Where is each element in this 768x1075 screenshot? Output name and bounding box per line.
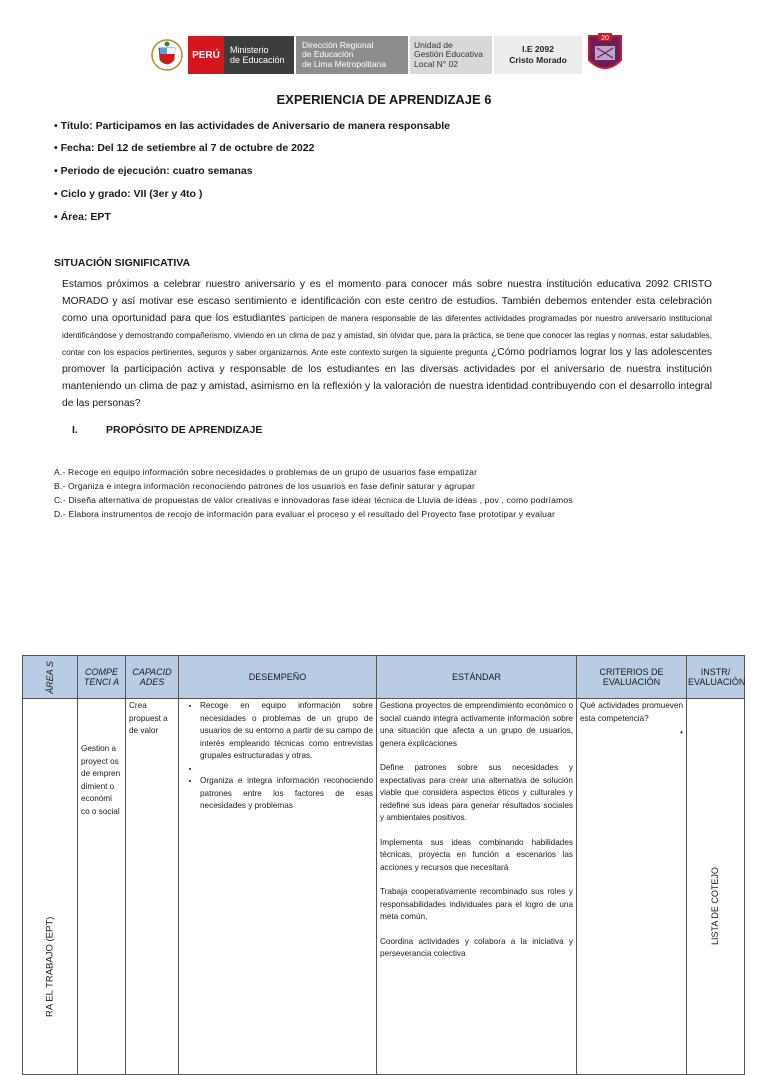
situacion-part-2: participen de manera responsable de las diferentes actividades programadas por nuestro aniversario institucional identificándose y demostrando compañerismo, viviendo en un clima de paz y amistad, sin olvidar que, para la práctica, se tiene que conocer las reglas y normas, estar saludables, contar con los espacios pertinentes, seguros y saber organizarnos. Ante este contexto surgen la siguiente pregunta [62,314,712,357]
proposito-item-d: D.- Elabora instrumentos de recojo de información para evaluar el proceso y el resultado del Proyecto fase prototipar y evaluar [54,509,556,519]
criterio-bullet: • [680,728,683,737]
cell-criterio [577,699,687,1075]
minedu-line-2: de Educación [230,55,285,65]
cell-capacidad: Crea propuest a de valor [126,699,179,1075]
competency-table [22,655,745,1075]
col-area-label: ÁREA S [44,661,55,694]
instrumento-wrap [686,697,744,1024]
area-vertical-label-wrap [22,697,77,1024]
area-vertical-label: RA EL TRABAJO (EPT) [44,916,55,1017]
situacion-part-1: Estamos próximos a celebrar nuestro aniversario y es el momento para conocer más sobre nuestra institución educativa 2092 CRISTO MORADO y así motivar ese escaso sentimiento e identificación con este centro de estudios. También debemos entender esta celebración como una oportunidad para que los estudiantes [62,279,712,324]
proposito-list [54,465,573,521]
col-desempeno: DESEMPEÑO [179,656,377,699]
estandar-p1: Gestiona proyectos de emprendimiento económico o social cuando integra activamente información sobre una situación que afecta a un grupo de usuarios, genera explicaciones [380,701,573,748]
col-criterios: CRITERIOS DE EVALUACIÓN [577,656,687,699]
dre-line-2: de Educación [302,49,354,60]
ugel-label [410,36,492,74]
situacion-paragraph [62,276,712,412]
school-label [494,36,582,74]
col-capacidades: CAPACID ADES [126,656,179,699]
situacion-title: SITUACIÓN SIGNIFICATIVA [54,257,191,269]
minedu-label [224,36,294,74]
table-header-row [23,656,745,699]
bullet-fecha: • Fecha: Del 12 de setiembre al 7 de octubre de 2022 [54,142,315,154]
dre-label [296,36,408,74]
estandar-p5: Coordina actividades y colabora a la iniciativa y perseverancia colectiva [380,936,573,958]
proposito-title: PROPÓSITO DE APRENDIZAJE [106,424,263,436]
ugel-line-1: Unidad de [414,39,453,50]
proposito-item-b: B.- Organiza e integra información reconociendo patrones de los usuarios en fase definir saturar y agrupar [54,481,475,491]
estandar-p4: Trabaja cooperativamente recombinado sus roles y responsabilidades individuales para el logro de una meta común, [380,887,573,921]
col-area [23,656,78,699]
proposito-item-a: A.- Recoge en equipo información sobre necesidades o problemas de un grupo de usuarios fase empatizar [54,467,478,477]
estandar-p2: Define patrones sobre sus necesidades y expectativas para crear una alternativa de solución viable que considera aspectos éticos y culturales y redefine sus ideas para generar resultados sociales y ambientales positivos. [380,763,573,822]
bullet-periodo: • Periodo de ejecución: cuatro semanas [54,165,253,177]
col-competencia: COMPE TENCI A [78,656,126,699]
school-name: Cristo Morado [509,55,567,65]
logo-number: 20 [601,35,609,42]
dre-line-1: Dirección Regional [302,39,374,50]
page-title: EXPERIENCIA DE APRENDIZAJE 6 [276,92,492,107]
bullet-titulo: • Título: Participamos en las actividades de Aniversario de manera responsable [54,120,451,132]
peru-label: PERÚ [188,36,224,74]
desempeno-item-2 [200,763,373,776]
dre-line-3: de Lima Metropolitana [302,58,387,69]
proposito-number: I. [72,424,78,436]
col-instrumento: INSTR/ EVALUACIÓN [687,656,745,699]
estandar-p3: Implementa sus ideas combinando habilidades técnicas, proyecta en función a escenarios las acciones y recursos que necesitará [380,837,573,872]
desempeno-item-3: • Organiza e integra información reconociendo patrones entre los factores de esas necesidades y problemas [200,775,373,813]
bullet-ciclo: • Ciclo y grado: VII (3er y 4to ) [54,188,203,200]
school-shield-icon [586,32,624,76]
peru-coat-of-arms-icon [150,38,184,72]
bullet-area: • Área: EPT [54,211,111,223]
ugel-line-2: Gestión Educativa [414,49,483,60]
criterio-text: Qué actividades promueven esta competencia? [580,701,683,723]
desempeno-item-1: • Recoge en equipo información sobre necesidades o problemas de un grupo de usuarios de su entorno a partir de su campo de interés empleando técnicas como entrevistas grupales estructuradas y otras. [200,700,373,763]
minedu-line-1: Ministerio [230,45,269,55]
school-code: I.E 2092 [522,44,554,54]
col-estandar: ESTÁNDAR [377,656,577,699]
situacion-part-3: ¿Cómo podríamos lograr los y las adolescentes promover la participación activa y responsable de los estudiantes en las diversas actividades por el aniversario de nuestra institución manteniendo un clima de paz y amistad, asimismo en la reflexión y la valoración de nuestra identidad contribuyendo con el desarrollo integral de las personas? [62,347,712,409]
proposito-item-c: C.- Diseña alternativa de propuestas de valor creativas e innovadoras fase idear técnica de Lluvia de ideas , pov , como podríamos [54,495,573,505]
cell-desempeno [179,699,377,1075]
cell-estandar [377,699,577,1075]
cell-competencia: Gestion a proyect os de empren dimient o económi co o social [78,699,126,1075]
ugel-line-3: Local N° 02 [414,58,459,69]
instrumento-vertical-label: LISTA DE COTEJO [710,867,720,945]
table-row [23,699,745,1075]
